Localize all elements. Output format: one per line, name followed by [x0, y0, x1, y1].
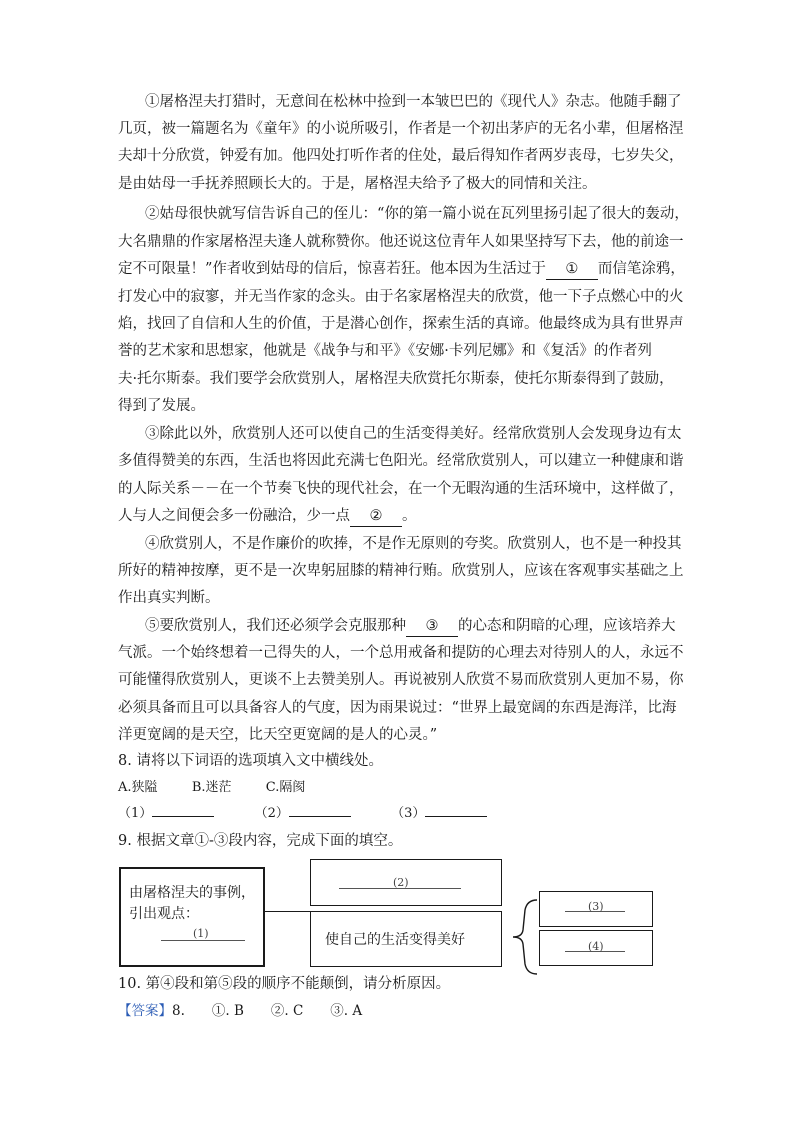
p5-line3: 可能懂得欣赏别人，更谈不上去赞美别人。再说被别人欣赏不易而欣赏别人更加不易，你 — [118, 672, 684, 688]
answer-line — [118, 1001, 362, 1021]
q8-options — [118, 778, 305, 798]
blank-line-1[interactable] — [161, 940, 245, 941]
p1-line3: 夫却十分欣赏，钟爱有加。他四处打听作者的住处，最后得知作者两岁丧母，七岁失父， — [118, 148, 684, 164]
middle-box-text: 使自己的生活变得美好 — [325, 932, 465, 948]
diagram-label-2: (2) — [393, 876, 409, 889]
diagram-middle-box — [310, 911, 502, 967]
p2-line8: 得到了发展。 — [118, 398, 205, 414]
diagram-right-top-box — [539, 891, 653, 927]
p2-line2: 大名鼎鼎的作家屠格涅夫逢人就称赞你。他还说这位青年人如果坚持写下去，他的前途一 — [118, 234, 684, 250]
q8-blank-1[interactable] — [152, 816, 214, 817]
p5-line4: 必须具备而且可以具备容人的气度，因为雨果说过：“世界上最宽阔的东西是海洋，比海 — [118, 700, 677, 716]
p2-line5: 焰，找回了自信和人生的价值，于是潜心创作，探索生活的真谛。他最终成为具有世界声 — [118, 316, 684, 332]
q8-prompt: 8. 请将以下词语的选项填入文中横线处。 — [118, 753, 383, 769]
blank-3: ③ — [406, 616, 458, 637]
p5-line1: ⑤要欣赏别人，我们还必须学会克服那种 ③ 的心态和阴暗的心理，应该培养大 — [145, 616, 676, 637]
diagram-label-4: (4) — [588, 940, 604, 953]
p2-line7: 夫·托尔斯泰。我们要学会欣赏别人，屠格涅夫欣赏托尔斯泰，使托尔斯泰得到了鼓励， — [118, 371, 674, 387]
blank-2: ② — [350, 506, 402, 527]
q8-option-b: B.迷茫 — [191, 780, 232, 795]
p3-line3: 的人际关系－－在一个节奏飞快的现代社会，在一个无暇沟通的生活环境中，这样做了， — [118, 481, 684, 497]
p3-line4: 人与人之间便会多一份融洽，少一点 ② 。 — [118, 506, 417, 527]
p3-line2: 多值得赞美的东西，生活也将因此充满七色阳光。经常欣赏别人，可以建立一种健康和谐 — [118, 453, 684, 469]
p1-line2: 几页，被一篇题名为《童年》的小说所吸引，作者是一个初出茅庐的无名小辈，但屠格涅 — [118, 121, 684, 137]
p4-line3: 作出真实判断。 — [118, 590, 220, 606]
p1-line4: 是由姑母一手抚养照顾长大的。于是，屠格涅夫给予了极大的同情和关注。 — [118, 176, 597, 192]
answer-text: 8. ①. B ②. C ③. A — [172, 1003, 363, 1019]
q8-blank-2[interactable] — [289, 816, 351, 817]
q10-prompt: 10. 第④段和第⑤段的顺序不能颠倒，请分析原因。 — [118, 976, 451, 992]
q8-option-c: C.隔阂 — [265, 780, 306, 795]
q9-prompt: 9. 根据文章①-③段内容，完成下面的填空。 — [118, 833, 403, 849]
brace-icon — [503, 896, 543, 978]
p2-line6: 誉的艺术家和思想家，他就是《战争与和平》《安娜·卡列尼娜》和《复活》的作者列 — [118, 343, 652, 359]
diagram-label-1: (1) — [193, 927, 209, 940]
diagram-top-box — [310, 859, 502, 906]
p5-line5: 洋更宽阔的是天空，比天空更宽阔的是人的心灵。” — [118, 727, 438, 743]
diagram-label-3: (3) — [588, 900, 604, 913]
diagram-left-box — [119, 867, 265, 967]
q8-answer-blanks: （1） （2） （3） — [118, 804, 487, 824]
left-box-line2: 引出观点： — [129, 906, 199, 922]
p2-line3: 定不可限量！”作者收到姑母的信后，惊喜若狂。他本因为生活过于 ① 而信笔涂鸦， — [118, 259, 685, 280]
p2-line4: 打发心中的寂寥，并无当作家的念头。由于名家屠格涅夫的欣赏，他一下子点燃心中的火 — [118, 289, 684, 305]
p1-line1: ①屠格涅夫打猎时，无意间在松林中捡到一本皱巴巴的《现代人》杂志。他随手翻了 — [145, 94, 682, 110]
p2-line1: ②姑母很快就写信告诉自己的侄儿：“你的第一篇小说在瓦列里扬引起了很大的轰动， — [145, 206, 689, 222]
left-box-line1: 由屠格涅夫的事例， — [129, 885, 255, 901]
blank-1: ① — [546, 259, 598, 280]
diagram-right-bottom-box — [539, 930, 653, 966]
p5-line2: 气派。一个始终想着一己得失的人，一个总用戒备和提防的心理去对待别人的人，永远不 — [118, 645, 684, 661]
q8-blank-3[interactable] — [425, 816, 487, 817]
p4-line1: ④欣赏别人，不是作廉价的吹捧，不是作无原则的夸奖。欣赏别人，也不是一种投其 — [145, 536, 682, 552]
p4-line2: 所好的精神按摩，更不是一次卑躬屈膝的精神行贿。欣赏别人，应该在客观事实基础之上 — [118, 563, 684, 579]
connector-line — [263, 911, 310, 912]
answer-tag: 【答案】 — [118, 1003, 172, 1019]
p3-line1: ③除此以外，欣赏别人还可以使自己的生活变得美好。经常欣赏别人会发现身边有太 — [145, 426, 682, 442]
q8-option-a: A.狭隘 — [118, 780, 158, 795]
